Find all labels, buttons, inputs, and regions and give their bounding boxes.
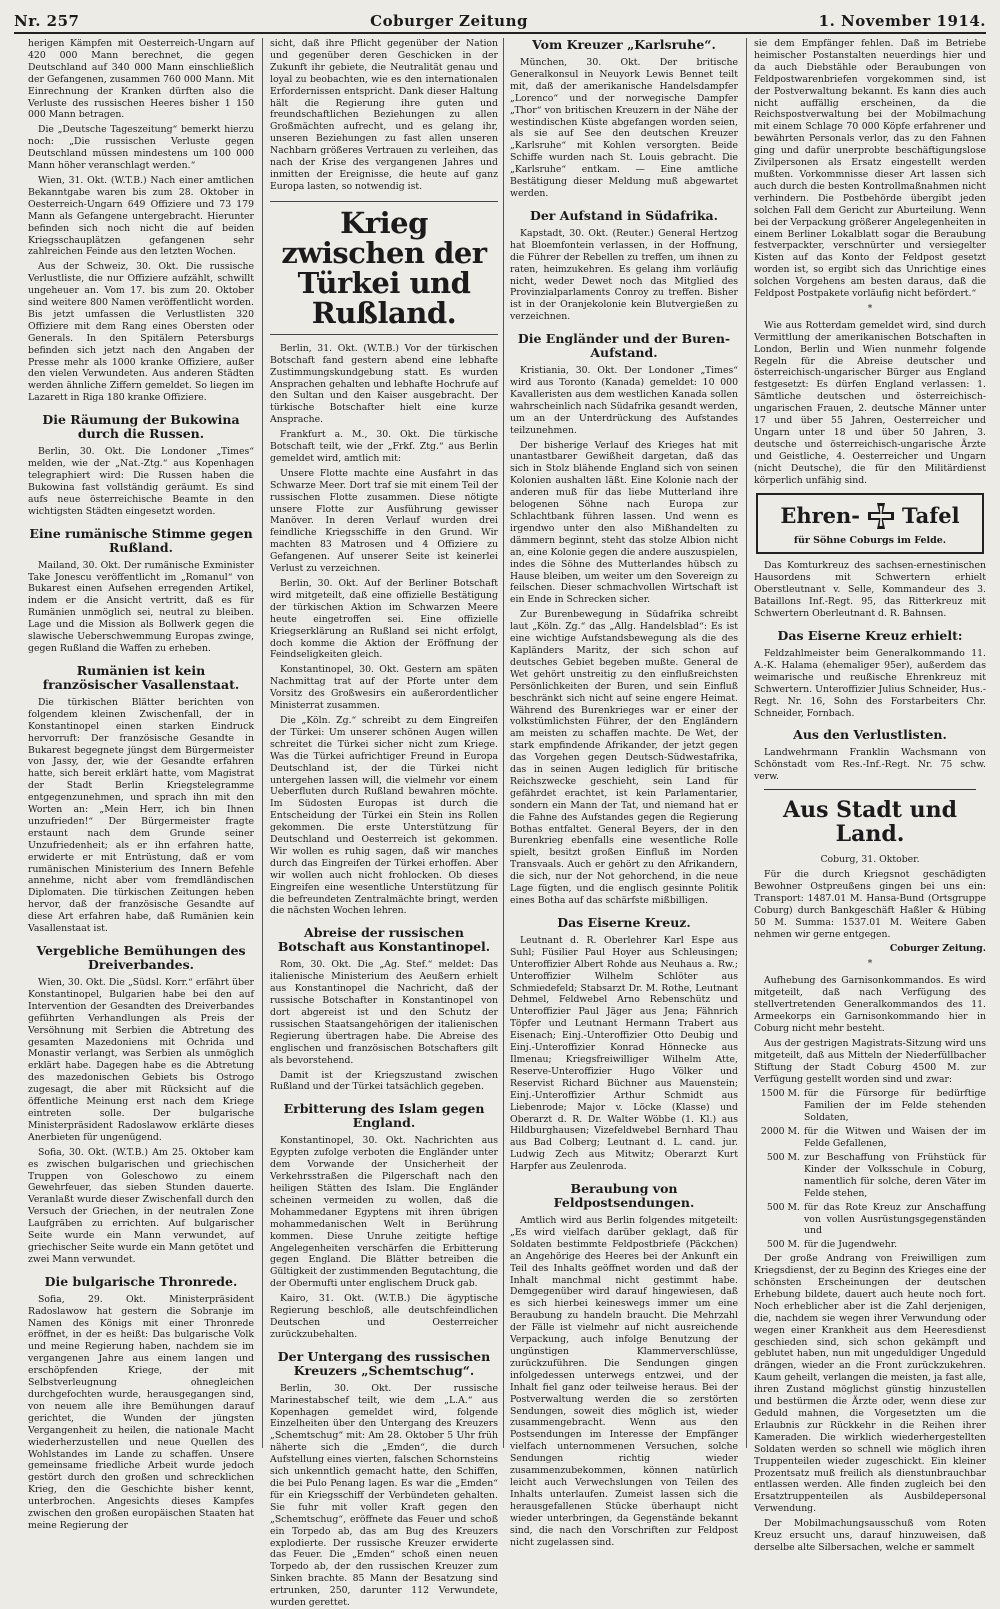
headline-schemtschug: Der Untergang des russischen Kreuzers „Schemtschug“.	[277, 1348, 491, 1378]
article-text: Frankfurt a. M., 30. Okt. Die türkische Botschaft teilt, wie der „Frkf. Ztg.“ aus Berlin gemeldet wird, amtlich mit:	[270, 429, 498, 464]
article-text: Amtlich wird aus Berlin folgendes mitgeteilt: „Es wird vielfach darüber geklagt, daß für Soldaten bestimmte Feldpostbriefe (Päckchen) an Angehörige des Heeres bei der Ankunft ein Teil des Inhalts geöffnet worden und daß der Inhalt manchmal nicht gestimmt habe. Demgegenüber wird darauf hingewiesen, daß es sich hierbei keineswegs immer um eine Beraubung zu handeln braucht. Die Mehrzahl der Fälle ist vielmehr auf nicht ausreichende Verpackung, auch infolge Benutzung der ungünstigen Klammerverschlüsse, zurückzuführen. Die Sendungen gingen infolgedessen unterwegs entzwei, und der Inhalt fiel ganz oder teilweise heraus. Bei der Postverwaltung werden die so zerstörten Sendungen, soweit dies möglich ist, wieder zusammengebracht. Wenn aus den Postsendungen im Interesse der Empfänger vielfach unternommenen Versuchen, solche Sendungen richtig wieder zusammenzubekommen, können natürlich leicht auch Verwechslungen von Teilen des Inhalts unterlaufen. Zumeist lassen sich die herausgefallenen Stücke überhaupt nicht wieder unterbringen, da Gegenstände bekannt sind, die nach den Vorschriften zur Feldpost nicht zugelassen sind.	[510, 1215, 738, 1548]
article-text: Rom, 30. Okt. Die „Ag. Stef.“ meldet: Das italienische Ministerium des Aeußern erhielt aus Konstantinopel die Nachricht, daß der russische Botschafter in Konstantinopel von dort abgereist ist und den Schutz der russischen Staatsangehörigen der italienischen Regierung übertragen habe. Die Abreise des englischen und französischen Botschafters gilt als bevorstehend.	[270, 959, 498, 1066]
ehrentafel-title	[764, 501, 976, 531]
donation-amount: 500 M.	[766, 1239, 800, 1251]
article-text: Zur Burenbewegung in Südafrika schreibt laut „Köln. Zg.“ das „Allg. Handelsblad“: Es ist eine wichtige Aufstandsbewegung als die des Kapländers Maritz, der sich schon auf deutsches Gebiet begeben mußte. General de Wet gehört unstreitig zu den einflußreichsten Persönlichkeiten der Buren, und sein Einfluß beschränkt sich nicht auf seine engere Heimat. Während des Burenkrieges war er einer der volkstümlichsten Führer, der den Engländern am meisten zu schaffen machte. De Wet, der stark empfindende Afrikander, der jetzt gegen das Vorgehen gegen Deutsch-Südwestafrika, das in seinen Augen lediglich für britische Reichszwecke geschieht, sein Land für gefährdet erachtet, ist kein Parlamentarier, sondern ein Mann der Tat, und niemand hat er die Fahne des Aufstandes gegen die Regierung Bothas entfaltet. General Beyers, der in den Burenkrieg ebenfalls eine wesentliche Rolle spielt, besitzt großen Einfluß im Norden Transvaals. Auch er gehört zu den Afrikandern, die sich, nur der Not gehorchend, in die neue Lage fügten, und die englisch gesinnte Politik eines Botha auf das schärfste mißbilligen.	[510, 609, 738, 906]
ehrentafel-title-right: Tafel	[902, 502, 960, 528]
article-text: Wien, 30. Okt. Die „Südsl. Korr.“ erfährt über Konstantinopel, Bulgarien habe bei den auf Intervention der Gesandten des Dreiverbandes geführten Verhandlungen als Preis der Versöhnung mit Serbien die Abtretung des gesamten Mazedoniens mit Ochrida und Monastir verlangt, was Serbien als unmöglich erklärt habe. Dagegen habe es die Abtretung des mazedonischen Gebiets bis Ostrogo zugesagt, die aber mit Rücksicht auf die öffentliche Meinung erst nach dem Kriege eintreten solle. Der bulgarische Ministerpräsident Radoslawow erklärte dieses Anerbieten für ungenügend.	[28, 977, 254, 1143]
ehrentafel-box	[756, 493, 984, 555]
column-1	[28, 38, 254, 1531]
article-text: München, 30. Okt. Der britische Generalkonsul in Neuyork Lewis Bennet teilt mit, daß der amerikanische Handelsdampfer „Lorenco“ und der norwegische Dampfer „Thor“ von britischen Kreuzern in der Nähe der westindischen Küste abgefangen worden seien, als sie auf See den deutschen Kreuzer „Karlsruhe“ mit Kohlen versorgten. Beide Schiffe wurden nach St. Louis gebracht. Die „Karlsruhe“ entkam. — Eine amtliche Bestätigung dieser Meldung muß abgewartet werden.	[510, 57, 738, 199]
issue-date: 1. November 1914.	[818, 12, 986, 30]
column-rule	[503, 38, 504, 1448]
article-text: sicht, daß ihre Pflicht gegenüber der Nation und gegenüber deren Geschicken in der Zukunft ihr gebiete, die Neutralität genau und loyal zu beobachten, wie es den internationalen Erfordernissen entspricht. Dank dieser Haltung hält die Regierung ihre guten und freundschaftlichen Beziehungen zu allen Großmächten aufrecht, und es gelang ihr, unseren Beziehungen zu fast allen unseren Nachbarn größeres Vertrauen zu verleihen, das nach der Krise des vergangenen Jahres und inmitten der Ereignisse, die heute auf ganz Europa lasten, so notwendig ist.	[270, 38, 498, 192]
article-text: Kristiania, 30. Okt. Der Londoner „Times“ wird aus Toronto (Kanada) gemeldet: 10 000 Kavalleristen aus dem westlichen Kanada sollen wahrscheinlich nach Südafrika gesandt werden, um an der Unterdrückung des Aufstandes teilzunehmen.	[510, 365, 738, 436]
article-text: herigen Kämpfen mit Oesterreich-Ungarn auf 420 000 Mann berechnet, die gegen Deutschland auf 340 000 Mann einschließlich der Gefangenen, zusammen 760 000 Mann. Mit Einrechnung der Kranken dürften also die Verluste des russischen Heeres bisher 1 150 000 Mann betragen.	[28, 38, 254, 121]
headline-karlsruhe: Vom Kreuzer „Karlsruhe“.	[532, 37, 716, 52]
section-separator: *	[867, 303, 873, 314]
donation-amount: 1500 M.	[760, 1088, 800, 1100]
headline-feldpost: Beraubung von Feldpostsendungen.	[553, 1181, 695, 1211]
dateline: Coburg, 31. Oktober.	[820, 854, 920, 866]
column-4	[754, 38, 986, 1553]
article-text: Kairo, 31. Okt. (W.T.B.) Die ägyptische Regierung beschloß, alle deutschfeindlichen Deutschen und Oesterreicher zurückzubehalten.	[270, 1293, 498, 1340]
donation-amount: 500 M.	[766, 1151, 800, 1163]
article-text: Konstantinopel, 30. Okt. Nachrichten aus Egypten zufolge verboten die Engländer unter dem Vorwande der Unsicherheit der Verkehrsstraßen die Pilgerschaft nach den heiligen Stätten des Islam. Die Engländer scheinen vermeiden zu wollen, daß die Mohammedaner Egyptens mit ihren übrigen mohammedanischen Welt in Berührung kommen. Diese Unruhe zeitigte heftige Angelegenheiten verschärfen die Erbitterung gegen England. Die Blätter betreiben die Gültigkeit der zustimmenden Begutachtung, die der Obermufti unter englischem Druck gab.	[270, 1135, 498, 1290]
article-text: Konstantinopel, 30. Okt. Gestern am späten Nachmittag trat auf der Pforte unter dem Vorsitz des Großwesirs ein außerordentlicher Ministerrat zusammen.	[270, 664, 498, 712]
iron-cross-icon	[866, 501, 896, 531]
ehrentafel-title-left: Ehren-	[780, 502, 861, 528]
section-separator: *	[867, 959, 873, 970]
donation-purpose: für die Witwen und Waisen der im Felde Gefallenen,	[804, 1126, 986, 1150]
article-text: Landwehrmann Franklin Wachsmann von Schönstadt vom Res.-Inf.-Regt. Nr. 75 schw. verw.	[754, 747, 986, 783]
article-text: Leutnant d. R. Oberlehrer Karl Espe aus Suhl; Füsilier Paul Hoyer aus Schleusingen; Unteroffizier Albert Rohde aus Neuhaus a. Rw.; Unteroffizier Wilhelm Schlöter aus Schmiedefeld; Stabsarzt Dr. M. Rothe, Leutnant Dehmel, Feldwebel Arno Rebenschütz und Unteroffizier Paul Jäger aus Jena; Fähnrich Töpfer und Leutnant Hermann Trabert aus Eisenach; Einj.-Unteroffizier Otto Deubig und Einj.-Unteroffizier Konrad Hönnecke aus Ilmenau; Kriegsfreiwilliger Wilhelm Atte, Reserve-Unteroffizier Hugo Völker und Reservist Richard Büchner aus Mauenstein; Einj.-Unteroffizier Arthur Schmidt aus Liebenrode; Major v. Löcke (Klasse) und Oberarzt d. R. Dr. Walter Wöbbe (1. Kl.) aus Hildburghausen; Vizefeldwebel Bernhard Thau aus Bad Colberg; Leutnant d. L. cand. jur. Ludwig Zech aus Mitwitz; Oberarzt Kurt Harpfer aus Zeulenroda.	[510, 934, 738, 1173]
article-text: Die „Deutsche Tageszeitung“ bemerkt hierzu noch: „Die russischen Verluste gegen Deutschland müssen mindestens um 100 000 Mann höher veranschlagt werden.“	[28, 124, 254, 172]
donation-row	[754, 1126, 986, 1152]
article-text: sie dem Empfänger fehlen. Daß im Betriebe heimischer Postanstalten neuerdings hier und da auch Diebstähle oder Beraubungen von Feldpostwarenbriefen vorgekommen sind, ist der Postverwaltung bekannt. Es kann dies auch nicht auffällig erscheinen, da die Reichspostverwaltung bei der Mobilmachung mit einem Schlage 70 000 Köpfe erfahrener und bewährten Personals verlor, das zu den Fahnen ging und dafür unerprobte beschäftigungslose Zivilpersonen als Ersatz eingestellt werden mußten. Vorkommnisse dieser Art lassen sich auch durch die besten Kontrollmaßnahmen nicht verhindern. Die Postbehörde übergibt jeden solchen Fall dem Gericht zur Aburteilung. Wenn bei der Verpackung größerer Angelegenheiten in einem Berliner Lokalblatt sogar die Beraubung festverpackter, verschnürter und versiegelter Kisten auf das Konto der Feldpost gesetzt worden ist, so ergibt sich das Unrichtige eines solchen Vorgehens am besten daraus, daß die Feldpost Postpakete vorläufig nicht befördert.“	[754, 38, 986, 300]
article-text: Mailand, 30. Okt. Der rumänische Exminister Take Jonescu veröffentlicht im „Romanul“ von Bukarest einen Aufsehen erregenden Artikel, indem er die Ansicht vertritt, daß es für Rumänien unmöglich sei, neutral zu bleiben. Lage und die Mission als Bollwerk gegen die slawische Ueberschwemmung Europas zwinge, gegen Rußland die Waffen zu erheben.	[28, 559, 254, 654]
divider	[764, 789, 976, 790]
column-2	[270, 38, 498, 1609]
headline-abreise: Abreise der russischen Botschaft aus Konstantinopel.	[277, 925, 491, 955]
headline-eisernes-kreuz-erhielt: Das Eiserne Kreuz erhielt:	[777, 627, 963, 643]
article-text: Die türkischen Blätter berichten von folgendem kleinen Zwischenfall, der in Konstantinopel einen starken Eindruck hervorruft: Der französische Gesandte in Bukarest begegnete jüngst dem Bürgermeister von Jassy, der, wie der Gesandte erfahren hatte, sich bereit erklärt hatte, vom Magistrat der Stadt Berlin Kriegstelegramme entgegenzunehmen, und sprach ihn mit den Worten an: „Mein Herr, ich bin Ihnen unzufrieden!“ Der Bürgermeister fragte erstaunt nach dem Grunde seiner Unzufriedenheit; als er ihn erfahren hatte, erwiderte er mit Entrüstung, daß er vom rumänischen Ministerium des Innern Befehle annehme, nicht aber vom fremdländischen Diplomaten. Die türkischen Zeitungen heben hervor, daß der französische Gesandte auf diese Art erfahren habe, daß Rumänien kein Vasallenstaat ist.	[28, 696, 254, 935]
article-text: Aus der gestrigen Magistrats-Sitzung wird uns mitgeteilt, daß aus Mitteln der Niederfüllbacher Stiftung der Stadt Coburg 4500 M. zur Verfügung gestellt worden sind und zwar:	[754, 1037, 986, 1085]
headline-dreiverband: Vergebliche Bemühungen des Dreiverbandes.	[36, 943, 246, 972]
donation-purpose: für die Fürsorge für bedürftige Familien der im Felde stehenden Soldaten,	[804, 1088, 986, 1124]
signature: Coburger Zeitung.	[889, 943, 986, 955]
donation-purpose: zur Beschaffung von Frühstück für Kinder der Volksschule in Coburg, namentlich für solche, deren Väter im Felde stehen,	[804, 1151, 986, 1199]
article-text: Wien, 31. Okt. (W.T.B.) Nach einer amtlichen Bekanntgabe waren bis zum 28. Oktober in Oesterreich-Ungarn 649 Offiziere und 73 179 Mann als Gefangene untergebracht. Hierunter befinden sich noch nicht die auf beiden Kriegsschauplätzen gefangenen sehr zahlreichen Feinde aus den letzten Wochen.	[28, 174, 254, 258]
article-text: Das Komturkreuz des sachsen-ernestinischen Hausordens mit Schwertern erhielt Oberstleutnant v. Selle, Kommandeur des 3. Bataillons Inf.-Regt. 95, das Ritterkreuz mit Schwertern Oberleutnant d. R. Bahnsen.	[754, 560, 986, 620]
article-text: Der bisherige Verlauf des Krieges hat mit unantastbarer Gewißheit dargetan, daß das sich in Stolz blähende England sich von seinen Kolonien aushalten läßt. Eine Kolonie nach der anderen muß für das liebe Mutterland ihre belogenen Söhne nach Europa zur Schlachtbank führen lassen. Und wenn es irgendwo unter den also Mißhandelten zu dämmern beginnt, steht das stolze Albion nicht an, eine Kolonie gegen die andere auszuspielen, indes die Söhne des Mutterlandes hübsch zu Hause bleiben, um weiter um den Sovereign zu feilschen. Dieser schmachvollen Wirtschaft ist ein Ende in Schrecken sicher.	[510, 439, 738, 606]
headline-thronrede: Die bulgarische Thronrede.	[44, 1273, 238, 1289]
headline-eisernes-kreuz: Das Eiserne Kreuz.	[557, 914, 691, 930]
headline-krieg-tuerkei-russland: Krieg zwischen der Türkei und Rußland.	[270, 201, 498, 335]
article-text: Wie aus Rotterdam gemeldet wird, sind durch Vermittlung der amerikanischen Botschaften in London, Berlin und Wien nunmehr folgende Regeln für die Abreise deutscher und österreichisch-ungarischer Bürger aus England festgesetzt: Es dürfen England verlassen: 1. Sämtliche deutschen und österreichisch-ungarischen Frauen, 2. deutsche Männer unter 17 und über 55 Jahren, Oesterreicher und Ungarn unter 18 und über 50 Jahren, 3. deutsche und österreichisch-ungarische Ärzte und Geistliche, 4. Oesterreicher und Ungarn (nicht Deutsche), die für den Militärdienst körperlich unfähig sind.	[754, 319, 986, 486]
article-text: Berlin, 30. Okt. Die Londoner „Times“ melden, wie der „Nat.-Ztg.“ aus Kopenhagen telegraphiert wird: Die Russen haben die Bukowina fast vollständig geräumt. Es sind aufs neue österreichische Beamte in den wichtigsten Städten eingesetzt worden.	[28, 446, 254, 517]
article-text: Der große Andrang von Freiwilligen zum Kriegsdienst, der zu Beginn des Krieges eine der schönsten Erscheinungen der deutschen Erhebung bildete, dauert auch heute noch fort. Noch erheblicher aber ist die Zahl derjenigen, die, nachdem sie wegen ihrer Verwundung oder wegen einer Krankheit aus dem Heeresdienst geschieden sind, sich schon gekämpft und geblutet haben, nun mit ungeduldiger Ungeduld drängen, wieder an die Front zurückzukehren. Kaum geheilt, verlangen die meisten, ja fast alle, ihren Zustand möglichst günstig hinzustellen und bestürmen die Ärzte oder, wenn diese zur Geduld mahnen, die Vorgesetzten um die Erlaubnis zur Rückkehr in die Reihen ihrer Kameraden. Die wirklich wiederhergestellten Soldaten werden so schnell wie möglich ihren Truppenteilen wieder zugeschickt. Ein kleiner Prozentsatz muß freilich als dienstunbrauchbar entlassen werden. Alle finden zugleich bei den Ersatztruppenteilen als Ausbildepersonal Verwendung.	[754, 1253, 986, 1515]
donation-amount: 500 M.	[766, 1201, 800, 1213]
article-text: Unsere Flotte machte eine Ausfahrt in das Schwarze Meer. Dort traf sie mit einem Teil der russischen Flotte zusammen. Diese nötigte unsere Flotte zur Ausführung gewisser Manöver. In deren Verlauf wurden drei feindliche Kriegsschiffe in den Grund. Wir machten 83 Matrosen und 4 Offiziere zu Gefangenen. Auf unserer Seite ist keinerlei Verlust zu verzeichnen.	[270, 467, 498, 575]
headline-vasallenstaat: Rumänien ist kein französischer Vasallenstaat.	[42, 662, 240, 692]
headline-suedafrika: Der Aufstand in Südafrika.	[530, 207, 718, 223]
article-text: Berlin, 31. Okt. (W.T.B.) Vor der türkischen Botschaft fand gestern abend eine lebhafte Zustimmungskundgebung statt. Es wurden Ansprachen gehalten und lebhafte Hochrufe auf den Sultan und den Kaiser ausgebracht. Der türkische Botschafter hielt eine kurze Ansprache.	[270, 342, 498, 426]
newspaper-title: Coburger Zeitung	[370, 12, 528, 30]
article-text: Damit ist der Kriegszustand zwischen Rußland und der Türkei tatsächlich gegeben.	[270, 1069, 498, 1093]
headline-bukowina: Die Räumung der Bukowina durch die Russen.	[42, 412, 240, 442]
column-rule	[746, 38, 747, 1448]
column-3	[510, 37, 738, 1548]
donation-table	[754, 1088, 986, 1253]
donation-purpose: für die Jugendwehr.	[804, 1239, 898, 1251]
article-text: Kapstadt, 30. Okt. (Reuter.) General Hertzog hat Bloemfontein verlassen, in der Hoffnung, die Führer der Rebellen zu treffen, um ihnen zu raten, heimzukehren. Es gelang ihm vorläufig nicht, weder Dewet noch das Mitglied des Provinzialparlaments Conroy zu treffen. Bisher ist in der Oranjekolonie kein Blutvergießen zu verzeichnen.	[510, 227, 738, 323]
article-text: Die „Köln. Zg.“ schreibt zu dem Eingreifen der Türkei: Um unserer schönen Augen willen schreitet die Türkei sicher nicht zum Kriege. Was die Türkei aufrichtiger Freund in Europa Deutschland ist, der die Türkei nicht untergehen lassen will, die vielmehr vor einem Ueberfluten durch Rußland bewahren möchte. Im Südosten Europas ist durch die Entscheidung der Türkei ein Stein ins Rollen gekommen. Die erste Unterstützung für Deutschland und Oesterreich ist gekommen. Wir wollen es ruhig sagen, daß wir manches durch das Eingreifen der Türkei erhoffen. Aber wir wollen auch nicht frohlocken. Ob dieses Eingreifen eine wesentliche Unterstützung für die befreundeten Zentralmächte bringt, werden die nächsten Wochen lehren.	[270, 714, 498, 917]
headline-islam: Erbitterung des Islam gegen England.	[283, 1101, 485, 1131]
masthead	[14, 10, 986, 34]
issue-number: Nr. 257	[14, 12, 80, 30]
donation-amount: 2000 M.	[760, 1126, 800, 1138]
donation-row	[754, 1088, 986, 1126]
article-text: Aus der Schweiz, 30. Okt. Die russische Verlustliste, die nur Offiziere aufzählt, schwillt ungeheuer an. Vom 17. bis zum 20. Oktober sind weitere 800 Namen veröffentlicht worden. Bis jetzt umfassen die Verlustlisten 320 Offiziere mit dem Rang eines Obersten oder Generals. In den Spitälern Petersburgs befinden sich jetzt nach den Angaben der Presse mehr als 1000 kranke Offiziere, außer den vielen Verwundeten. Aus anderen Städten werden ähnliche Ziffern gemeldet. So liegen im Lazarett in Riga 180 kranke Offiziere.	[28, 261, 254, 404]
article-text: Der Mobilmachungsausschuß vom Roten Kreuz ersucht uns, darauf hinzuweisen, daß derselbe alte Silbersachen, welche er sammelt	[754, 1518, 986, 1553]
donation-purpose: für das Rote Kreuz zur Anschaffung von vollen Ausrüstungsgegenständen und	[804, 1201, 986, 1237]
donation-row	[754, 1239, 986, 1253]
column-rule	[262, 38, 263, 1448]
headline-verlustlisten: Aus den Verlustlisten.	[793, 727, 947, 743]
article-text: Berlin, 30. Okt. Auf der Berliner Botschaft wird mitgeteilt, daß eine offizielle Bestätigung der türkischen Aktion im Schwarzen Meere heute eingetroffen sei. Eine offizielle Kriegserklärung an Rußland sei nicht erfolgt, doch komme die Aktion der Eröffnung der Feindseligkeiten gleich.	[270, 578, 498, 661]
article-text: Sofia, 30. Okt. (W.T.B.) Am 25. Oktober kam es zwischen bulgarischen und griechischen Truppen von Goleschowo zu einem Gewehrfeuer, das sieben Stunden dauerte. Veranlaßt wurde dieser Zwischenfall durch den Versuch der Griechen, in der neutralen Zone Laufgräben zu errichten. Auf bulgarischer Seite wurde ein Mann verwundet, auf griechischer Seite wurde ein Mann getötet und zwei Mann verwundet.	[28, 1146, 254, 1265]
donation-row	[754, 1202, 986, 1240]
article-text: Feldzahlmeister beim Generalkommando 11. A.-K. Halama (ehemaliger 95er), außerdem das weimarische und reußische Ehrenkreuz mit Schwertern. Unteroffizier Julius Schneider, Hus.-Regt. Nr. 16, Sohn des Forstarbeiters Chr. Schneider, Fornbach.	[754, 647, 986, 719]
headline-rumaenische-stimme: Eine rumänische Stimme gegen Rußland.	[29, 525, 253, 555]
article-text: Berlin, 30. Okt. Der russische Marinestabschef teilt, wie dem „L.A.“ aus Kopenhagen gemeldet wird, folgende Einzelheiten über den Untergang des Kreuzers „Schemtschug“ mit: Am 28. Oktober 5 Uhr früh näherte sich die „Emden“, die durch Aufstellung eines vierten, falschen Schornsteins sich unkenntlich gemacht hatte, den Schiffen, die bei Pulo Penang lagen. Es war die „Emden“ für ein Kriegsschiff der Verbündeten gehalten. Sie fuhr mit voller Kraft gegen den „Schemtschug“, eröffnete das Feuer und schoß ein Torpedo ab, das am Bug des Kreuzers explodierte. Der russische Kreuzer erwiderte das Feuer. Die „Emden“ schoß einen neuen Torpedo ab, der den russischen Kreuzer zum Sinken brachte. 85 Mann der Besatzung sind ertrunken, 250, darunter 112 Verwundete, wurden gerettet.	[270, 1382, 498, 1609]
headline-aus-stadt-und-land: Aus Stadt und Land.	[783, 797, 957, 848]
headline-buren: Die Engländer und der Buren-Aufstand.	[517, 331, 731, 361]
article-text: Sofia, 29. Okt. Ministerpräsident Radoslawow hat gestern die Sobranje im Namen des Königs mit einer Thronrede eröffnet, in der es heißt: Das bulgarische Volk und meine Regierung haben, nachdem sie im vergangenen Jahre aus einem langen und erschöpfenden Kriege, der mit Selbstverleugnung ohnegleichen durchgefochten wurde, herausgegangen sind, von neuem alle ihre Bemühungen darauf gerichtet, die Wunden der jüngsten Vergangenheit zu heilen, die nationale Macht wiederherzustellen und neue Quellen des Wohlstandes im Lande zu schaffen. Unsere gemeinsame friedliche Arbeit wurde jedoch gestört durch den großen und schrecklichen Krieg, den die Geschichte bisher kennt, unterbrochen. Angesichts dieses Kampfes zwischen den großen europäischen Staaten hat meine Regierung der	[28, 1293, 254, 1531]
ehrentafel-subtitle: für Söhne Coburgs im Felde.	[793, 534, 947, 546]
article-text: Aufhebung des Garnisonkommandos. Es wird mitgeteilt, daß nach Verfügung des stellvertretenden Generalkommandos des 11. Armeekorps ein Garnisonkommando hier in Coburg nicht mehr besteht.	[754, 975, 986, 1034]
donation-row	[754, 1152, 986, 1202]
article-text: Für die durch Kriegsnot geschädigten Bewohner Ostpreußens gingen bei uns ein: Transport: 1487.01 M. Hansa-Bund (Ortsgruppe Coburg) durch Bankgeschäft Haßler & Hübing 50 M. Summa: 1537.01 M. Weitere Gaben nehmen wir gerne entgegen.	[754, 869, 986, 940]
